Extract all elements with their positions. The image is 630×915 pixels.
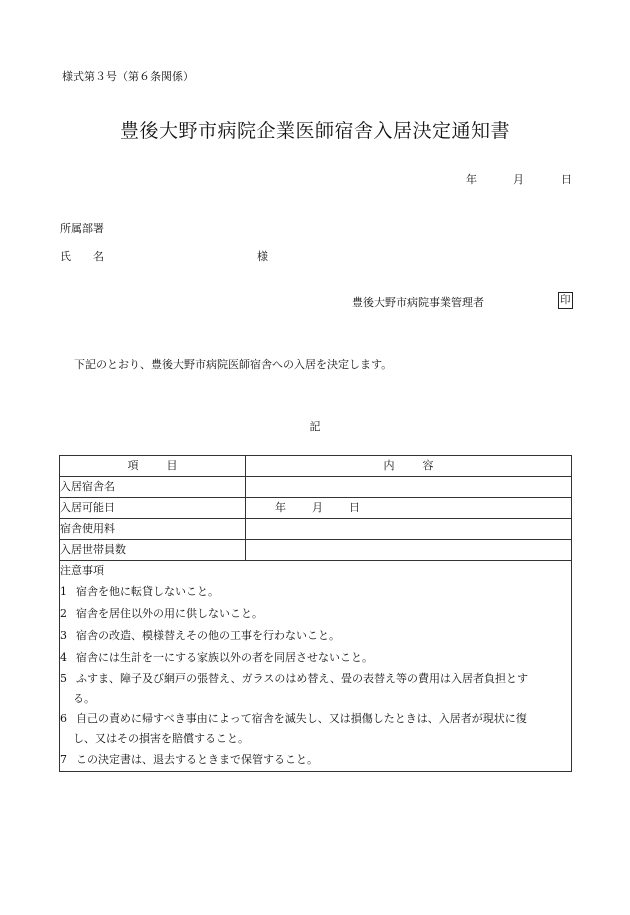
header-item <box>60 456 246 477</box>
move-in-month-label: 月 <box>312 501 323 514</box>
table-row <box>60 498 572 519</box>
note-text: この決定書は、退去するときまで保管すること。 <box>76 753 318 766</box>
honorific: 様 <box>257 250 268 263</box>
note-item <box>60 625 571 647</box>
move-in-year-label: 年 <box>275 501 286 514</box>
form-number: 様式第３号（第６条関係） <box>62 70 194 83</box>
note-number: 4 <box>60 651 67 664</box>
table-header-row <box>60 456 572 477</box>
seal-mark: 印 <box>558 292 573 309</box>
row-label: 入居宿舎名 <box>60 477 246 498</box>
ki-heading: 記 <box>309 420 321 433</box>
row-label: 入居世帯員数 <box>60 540 246 561</box>
note-item <box>60 581 571 603</box>
note-number: 1 <box>60 585 67 598</box>
note-text: 宿舎を居住以外の用に供しないこと。 <box>76 607 263 620</box>
note-text: ふすま、障子及び網戸の張替え、ガラスのはめ替え、畳の表替え等の費用は入居者負担とす <box>76 672 528 685</box>
note-number: 5 <box>60 672 67 685</box>
note-text: 自己の責めに帰すべき事由によって宿舎を滅失し、又は損傷したときは、入居者が現状に復 <box>76 712 527 725</box>
table-row <box>60 540 572 561</box>
note-number: 7 <box>60 753 67 766</box>
details-table <box>59 455 572 772</box>
note-text-continued: し、又はその損害を賠償すること。 <box>73 732 249 745</box>
note-text: 宿舎の改造、模様替えその他の工事を行わないこと。 <box>76 629 340 642</box>
note-item <box>60 603 571 625</box>
table-row <box>60 519 572 540</box>
document-title: 豊後大野市病院企業医師宿舎入居決定通知書 <box>119 120 510 142</box>
body-text: 下記のとおり、豊後大野市病院医師宿舎への入居を決定します。 <box>74 358 393 371</box>
header-content-char-2: 容 <box>422 459 434 472</box>
row-value <box>246 519 572 540</box>
row-value <box>246 498 572 519</box>
note-number: 2 <box>60 607 67 620</box>
table-row <box>60 477 572 498</box>
note-item <box>60 749 571 771</box>
name-label <box>60 248 104 264</box>
header-content-char-1: 内 <box>383 459 395 472</box>
notes-cell <box>60 561 572 772</box>
note-item <box>60 709 571 749</box>
date-month-label: 月 <box>513 173 524 186</box>
header-item-char-1: 項 <box>127 459 139 472</box>
notes-row <box>60 561 572 772</box>
note-number: 6 <box>60 712 67 725</box>
note-text: 宿舎には生計を一にする家族以外の者を同居させないこと。 <box>76 651 373 664</box>
row-value <box>246 477 572 498</box>
notes-title: 注意事項 <box>60 564 104 577</box>
row-value <box>246 540 572 561</box>
note-item <box>60 669 571 709</box>
row-label: 入居可能日 <box>60 498 246 519</box>
name-label-char-2: 名 <box>93 250 104 263</box>
date-year-label: 年 <box>466 173 477 186</box>
note-number: 3 <box>60 629 67 642</box>
note-text-continued: る。 <box>73 692 95 705</box>
note-text: 宿舎を他に転貸しないこと。 <box>76 585 219 598</box>
row-label: 宿舎使用料 <box>60 519 246 540</box>
note-item <box>60 647 571 669</box>
date-day-label: 日 <box>561 173 572 186</box>
move-in-day-label: 日 <box>349 501 360 514</box>
header-content <box>246 456 572 477</box>
issuer-name: 豊後大野市病院事業管理者 <box>352 296 484 309</box>
department-label: 所属部署 <box>60 222 104 235</box>
header-item-char-2: 目 <box>166 459 178 472</box>
name-label-char-1: 氏 <box>60 250 71 263</box>
